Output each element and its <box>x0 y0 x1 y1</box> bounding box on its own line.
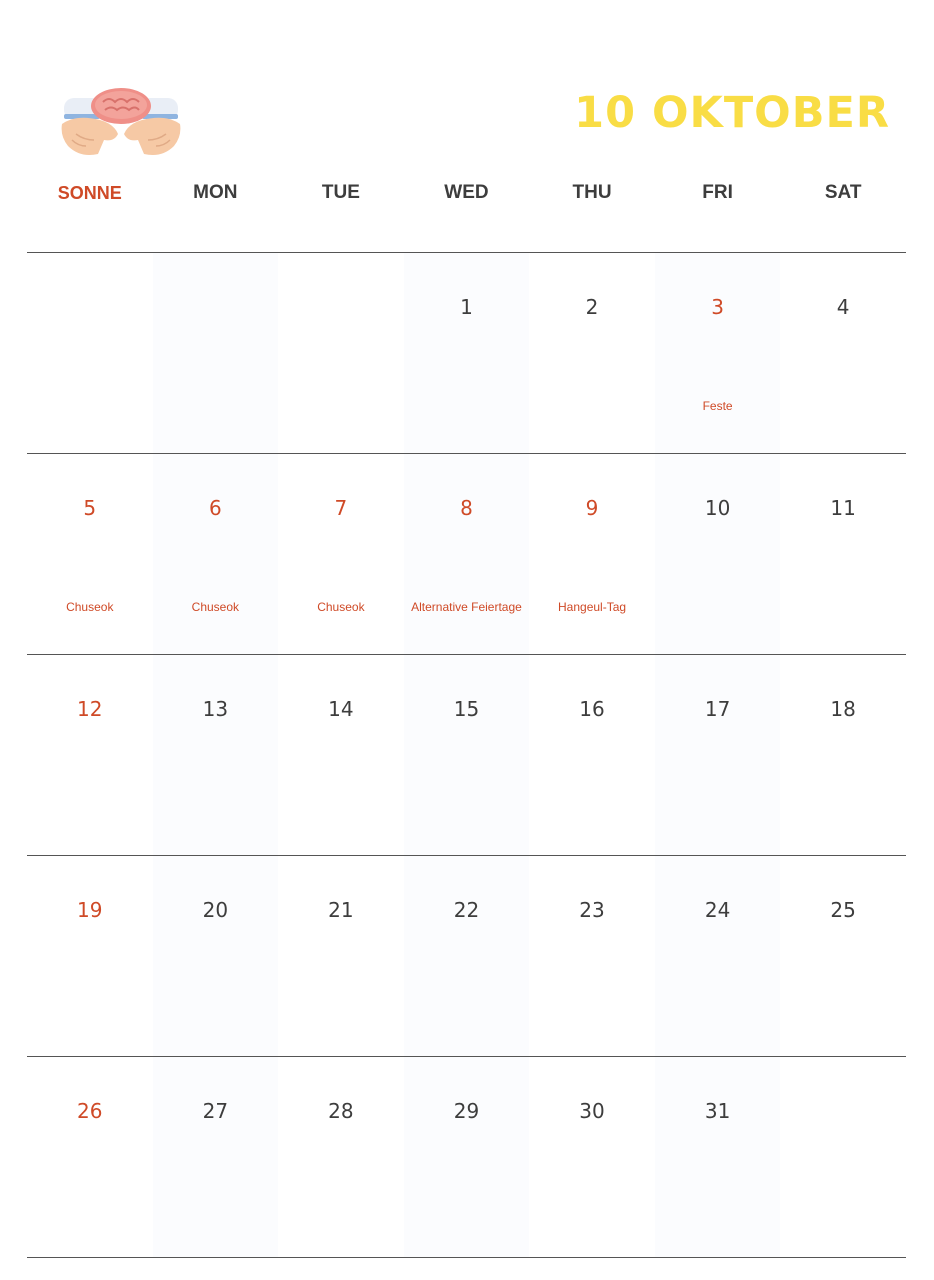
day-cell <box>153 454 279 654</box>
day-number: 11 <box>830 496 856 520</box>
day-cell <box>529 253 655 453</box>
day-number: 21 <box>328 898 354 922</box>
day-number: 20 <box>202 898 229 922</box>
day-cell <box>655 856 781 1056</box>
day-cell <box>780 454 906 654</box>
weekday-monday: MON <box>193 182 238 203</box>
day-cell <box>655 454 781 654</box>
day-number: 30 <box>579 1099 605 1123</box>
day-event-label: Alternative Feiertage <box>411 600 522 614</box>
day-number: 26 <box>77 1099 103 1123</box>
day-cell <box>278 454 404 654</box>
day-number: 10 <box>704 496 731 520</box>
day-number: 18 <box>830 697 856 721</box>
day-cell <box>780 1057 906 1257</box>
day-event-label: Hangeul-Tag <box>558 600 627 614</box>
day-cell <box>27 1057 153 1257</box>
day-cell <box>27 454 153 654</box>
day-cell <box>278 253 404 453</box>
day-number: 5 <box>83 496 97 520</box>
day-number: 29 <box>453 1099 480 1123</box>
day-number: 13 <box>202 697 229 721</box>
day-number: 7 <box>334 496 348 520</box>
weekday-tuesday: TUE <box>321 182 360 203</box>
day-number: 6 <box>208 496 222 520</box>
week-row <box>27 453 906 654</box>
day-cell <box>278 655 404 855</box>
day-cell <box>278 1057 404 1257</box>
day-number: 28 <box>328 1099 354 1123</box>
day-cell <box>404 1057 530 1257</box>
day-cell <box>780 253 906 453</box>
month-title: 10 OKTOBER <box>574 88 890 138</box>
weekday-header-row <box>27 176 906 210</box>
day-number: 25 <box>830 898 856 922</box>
day-cell <box>529 856 655 1056</box>
weekday-friday: FRI <box>702 182 733 203</box>
day-cell <box>404 454 530 654</box>
day-number: 23 <box>579 898 605 922</box>
day-cell <box>27 253 153 453</box>
day-cell <box>529 1057 655 1257</box>
day-number: 31 <box>704 1099 731 1123</box>
day-number: 8 <box>460 496 473 520</box>
day-cell <box>27 856 153 1056</box>
day-cell <box>780 655 906 855</box>
day-cell <box>529 454 655 654</box>
day-cell <box>655 1057 781 1257</box>
day-number: 22 <box>453 898 480 922</box>
day-number: 24 <box>704 898 731 922</box>
day-number: 1 <box>460 295 473 319</box>
weekday-sunday: SONNE <box>57 183 122 203</box>
day-number: 17 <box>704 697 731 721</box>
day-cell <box>153 253 279 453</box>
brain-hands-icon <box>58 84 184 158</box>
day-number: 19 <box>77 898 103 922</box>
day-number: 16 <box>579 697 605 721</box>
day-cell <box>278 856 404 1056</box>
day-cell <box>153 655 279 855</box>
day-cell <box>404 253 530 453</box>
day-cell <box>780 856 906 1056</box>
weekday-wednesday: WED <box>444 182 489 203</box>
week-row <box>27 1056 906 1258</box>
day-number: 15 <box>453 697 480 721</box>
day-cell <box>655 253 781 453</box>
week-row <box>27 252 906 453</box>
weekday-saturday: SAT <box>824 182 862 203</box>
day-cell <box>404 856 530 1056</box>
day-number: 3 <box>711 295 724 319</box>
day-cell <box>404 655 530 855</box>
day-number: 27 <box>202 1099 229 1123</box>
calendar-grid <box>27 252 906 1258</box>
day-number: 14 <box>328 697 354 721</box>
day-cell <box>153 1057 279 1257</box>
day-event-label: Chuseok <box>66 600 114 614</box>
day-number: 9 <box>585 496 599 520</box>
day-event-label: Feste <box>702 399 733 413</box>
day-number: 2 <box>585 295 599 319</box>
weekday-thursday: THU <box>572 182 612 203</box>
day-number: 4 <box>836 295 850 319</box>
day-cell <box>153 856 279 1056</box>
day-event-label: Chuseok <box>317 600 365 614</box>
day-cell <box>27 655 153 855</box>
week-row <box>27 654 906 855</box>
day-number: 12 <box>77 697 103 721</box>
week-row <box>27 855 906 1056</box>
day-cell <box>655 655 781 855</box>
day-cell <box>529 655 655 855</box>
day-event-label: Chuseok <box>191 600 240 614</box>
